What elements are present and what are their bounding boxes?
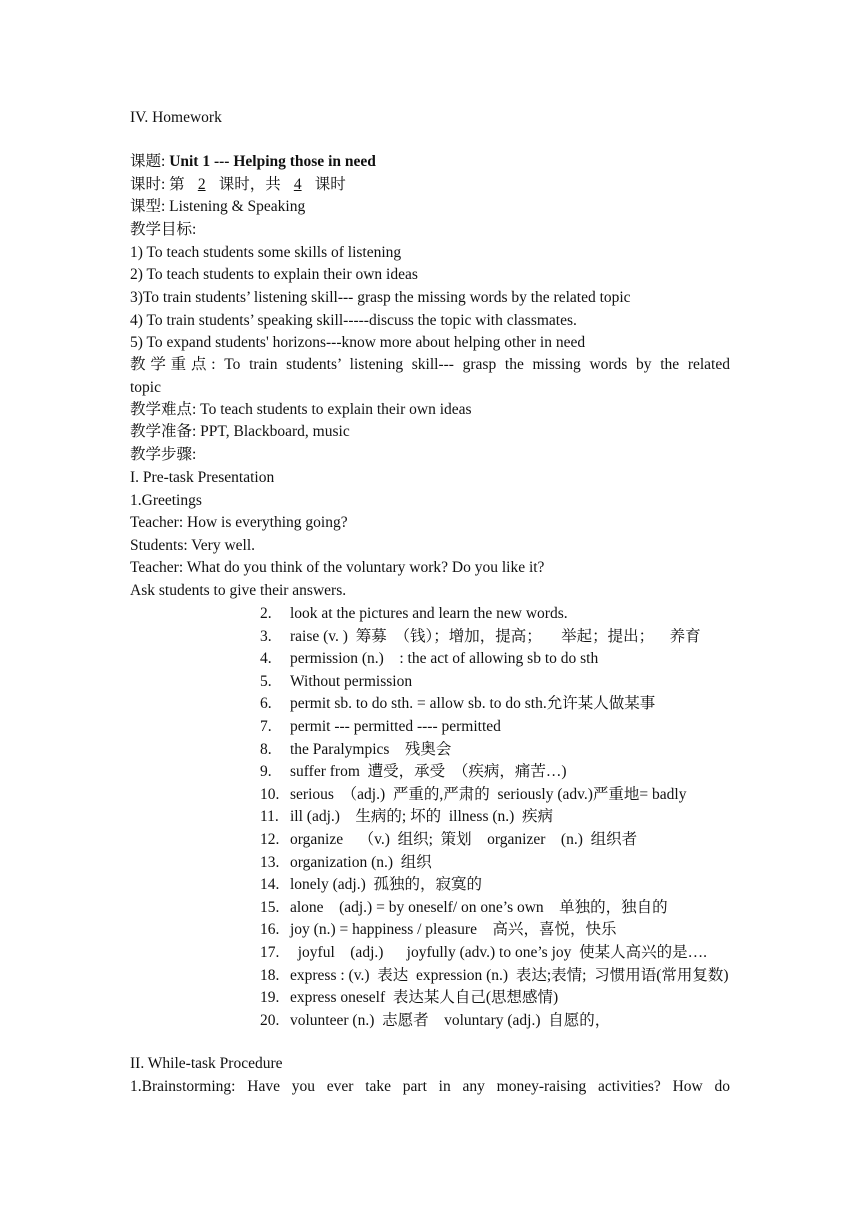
- key-point-continuation: topic: [130, 379, 161, 396]
- vocab-number: 16.: [260, 921, 280, 939]
- period-line: [130, 175, 346, 195]
- period-prefix: 课时: 第: [130, 176, 185, 193]
- greetings-heading: 1.Greetings: [130, 492, 202, 509]
- vocab-number: 5.: [260, 672, 272, 690]
- vocab-number: 9.: [260, 763, 272, 781]
- dialogue-line: Ask students to give their answers.: [130, 582, 347, 599]
- vocab-number: 19.: [260, 989, 280, 1007]
- vocab-text: suffer from 遭受，承受 （疾病，痛苦…): [290, 763, 567, 781]
- objective-item: 2) To teach students to explain their own ideas: [130, 266, 418, 283]
- vocab-text: permit sb. to do sth. = allow sb. to do sth.允许某人做某事: [290, 695, 656, 713]
- vocab-text: lonely (adj.) 孤独的，寂寞的: [290, 876, 483, 894]
- period-total: 4: [293, 176, 302, 193]
- vocab-text: look at the pictures and learn the new words.: [290, 605, 568, 622]
- objectives-label: 教学目标:: [130, 221, 197, 238]
- vocab-text: raise (v. ) 筹募 （钱）；增加，提高； 举起；提出； 养育: [290, 627, 701, 645]
- objective-item: 4) To train students’ speaking skill-----discuss the topic with classmates.: [130, 312, 577, 329]
- vocab-text: organization (n.) 组织: [290, 853, 432, 871]
- period-middle: 课时，共: [218, 176, 281, 193]
- vocab-text: express : (v.) 表达 expression (n.) 表达;表情; 习惯用语(常用复数): [290, 966, 729, 984]
- vocab-number: 20.: [260, 1011, 280, 1029]
- difficulty-line: 教学难点: To teach students to explain their own ideas: [130, 401, 472, 418]
- vocab-number: 7.: [260, 718, 272, 735]
- dialogue-line: Students: Very well.: [130, 537, 255, 554]
- period-suffix: 课时: [314, 176, 346, 193]
- section-heading: I. Pre-task Presentation: [130, 469, 275, 486]
- vocab-text: express oneself 表达某人自己(思想感情): [290, 989, 559, 1007]
- period-current: 2: [197, 176, 206, 193]
- objective-item: 1) To teach students some skills of listening: [130, 244, 402, 261]
- vocab-text: organize （v.) 组织; 策划 organizer (n.) 组织者: [290, 831, 638, 848]
- key-point-line: 教学重点: To train students’ listening skill--- grasp the missing words by the related: [130, 356, 730, 373]
- vocab-number: 14.: [260, 876, 280, 894]
- homework-heading: IV. Homework: [130, 109, 222, 126]
- topic-label: 课题:: [130, 153, 170, 170]
- vocab-text: serious （adj.) 严重的,严肃的 seriously (adv.)严重地= badly: [290, 785, 687, 803]
- vocab-number: 3.: [260, 627, 272, 645]
- vocab-number: 17.: [260, 944, 280, 961]
- section-heading: II. While-task Procedure: [130, 1055, 283, 1072]
- vocab-text: alone (adj.) = by oneself/ on one’s own 单独的，独自的: [290, 898, 668, 916]
- vocab-text: joy (n.) = happiness / pleasure 高兴，喜悦，快乐: [290, 921, 617, 939]
- vocab-text: joyful (adj.) joyfully (adv.) to one’s joy 使某人高兴的是….: [290, 944, 708, 961]
- vocab-number: 11.: [260, 808, 279, 826]
- type-line: 课型: Listening & Speaking: [130, 198, 306, 215]
- topic-line: [130, 152, 376, 172]
- vocab-text: ill (adj.) 生病的; 坏的 illness (n.) 疾病: [290, 808, 554, 826]
- vocab-number: 18.: [260, 966, 280, 984]
- vocab-text: volunteer (n.) 志愿者 voluntary (adj.) 自愿的，: [290, 1011, 611, 1029]
- vocab-number: 10.: [260, 785, 280, 803]
- vocab-number: 13.: [260, 853, 280, 871]
- topic-title: Unit 1 --- Helping those in need: [169, 153, 376, 170]
- vocab-number: 12.: [260, 831, 280, 848]
- vocab-text: permit --- permitted ---- permitted: [290, 718, 501, 735]
- vocab-number: 15.: [260, 898, 280, 916]
- vocab-text: permission (n.) : the act of allowing sb to do sth: [290, 650, 599, 668]
- vocab-text: Without permission: [290, 672, 413, 690]
- vocab-number: 4.: [260, 650, 272, 668]
- objective-item: 3)To train students’ listening skill--- grasp the missing words by the related topic: [130, 289, 631, 306]
- vocab-number: 2.: [260, 605, 272, 622]
- vocab-number: 8.: [260, 740, 272, 758]
- preparation-line: 教学准备: PPT, Blackboard, music: [130, 423, 350, 440]
- objective-item: 5) To expand students' horizons---know more about helping other in need: [130, 334, 586, 351]
- steps-label: 教学步骤:: [130, 446, 197, 463]
- vocab-number: 6.: [260, 695, 272, 713]
- dialogue-line: Teacher: How is everything going?: [130, 514, 348, 531]
- vocab-text: the Paralympics 残奥会: [290, 740, 452, 758]
- dialogue-line: Teacher: What do you think of the voluntary work? Do you like it?: [130, 559, 545, 576]
- brainstorm-line: 1.Brainstorming: Have you ever take part in any money-raising activities? How do: [130, 1078, 730, 1095]
